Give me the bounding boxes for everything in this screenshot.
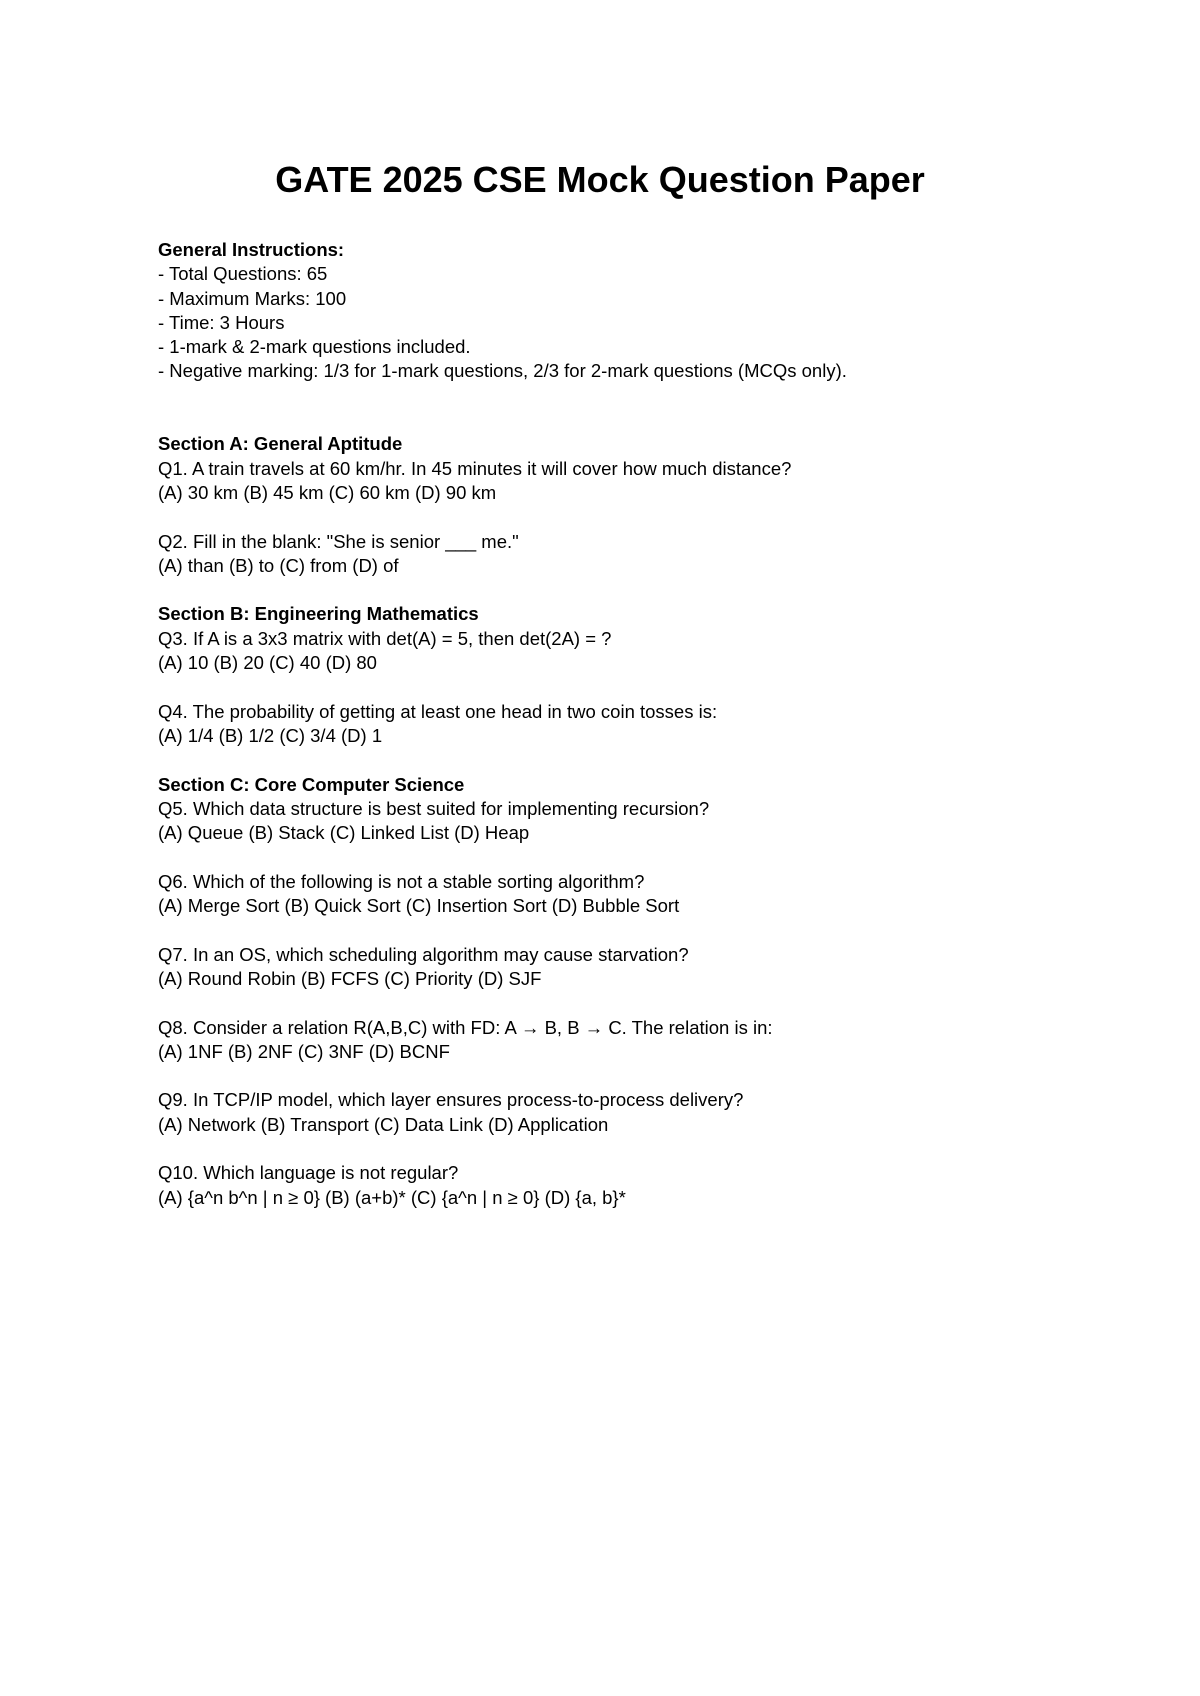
question-options: (A) Queue (B) Stack (C) Linked List (D) Heap xyxy=(158,822,530,844)
question-options: (A) 1NF (B) 2NF (C) 3NF (D) BCNF xyxy=(158,1040,450,1062)
question-text: Q4. The probability of getting at least one head in two coin tosses is: xyxy=(158,700,718,722)
question-text: Q6. Which of the following is not a stable sorting algorithm? xyxy=(158,870,645,892)
instruction-item: - Total Questions: 65 xyxy=(158,263,328,285)
question-options: (A) 1/4 (B) 1/2 (C) 3/4 (D) 1 xyxy=(158,724,383,746)
section-b xyxy=(158,602,1138,748)
page-title: GATE 2025 CSE Mock Question Paper xyxy=(275,159,925,200)
question-text: Q10. Which language is not regular? xyxy=(158,1162,459,1184)
instructions-heading: General Instructions: xyxy=(158,239,345,260)
question-text: Q7. In an OS, which scheduling algorithm may cause starvation? xyxy=(158,943,689,965)
section-heading: Section A: General Aptitude xyxy=(158,433,403,455)
question-text: Q2. Fill in the blank: "She is senior ___ me." xyxy=(158,530,519,552)
question-options: (A) Round Robin (B) FCFS (C) Priority (D) SJF xyxy=(158,967,542,989)
instruction-item: - Maximum Marks: 100 xyxy=(158,287,347,309)
instructions-block xyxy=(158,238,1138,384)
question-options: (A) Merge Sort (B) Quick Sort (C) Insertion Sort (D) Bubble Sort xyxy=(158,895,680,917)
question-text: Q1. A train travels at 60 km/hr. In 45 minutes it will cover how much distance? xyxy=(158,457,792,479)
question-options: (A) than (B) to (C) from (D) of xyxy=(158,554,399,576)
section-a xyxy=(158,432,1138,578)
question-text: Q8. Consider a relation R(A,B,C) with FD: A → B, B → C. The relation is in: xyxy=(158,1016,773,1038)
question-options: (A) 30 km (B) 45 km (C) 60 km (D) 90 km xyxy=(158,481,497,503)
section-c xyxy=(158,773,1138,1210)
question-text: Q5. Which data structure is best suited for implementing recursion? xyxy=(158,797,710,819)
document-body xyxy=(158,238,1138,1210)
question-options: (A) 10 (B) 20 (C) 40 (D) 80 xyxy=(158,652,377,674)
question-options: (A) Network (B) Transport (C) Data Link (D) Application xyxy=(158,1113,609,1135)
question-text: Q3. If A is a 3x3 matrix with det(A) = 5, then det(2A) = ? xyxy=(158,627,612,649)
question-options: (A) {a^n b^n | n ≥ 0} (B) (a+b)* (C) {a^n | n ≥ 0} (D) {a, b}* xyxy=(158,1186,626,1208)
instruction-item: - 1-mark & 2-mark questions included. xyxy=(158,336,471,358)
question-text: Q9. In TCP/IP model, which layer ensures process-to-process delivery? xyxy=(158,1089,744,1111)
section-heading: Section C: Core Computer Science xyxy=(158,773,465,795)
instruction-item: - Time: 3 Hours xyxy=(158,311,285,333)
instruction-item: - Negative marking: 1/3 for 1-mark questions, 2/3 for 2-mark questions (MCQs only). xyxy=(158,360,847,382)
section-heading: Section B: Engineering Mathematics xyxy=(158,603,479,625)
